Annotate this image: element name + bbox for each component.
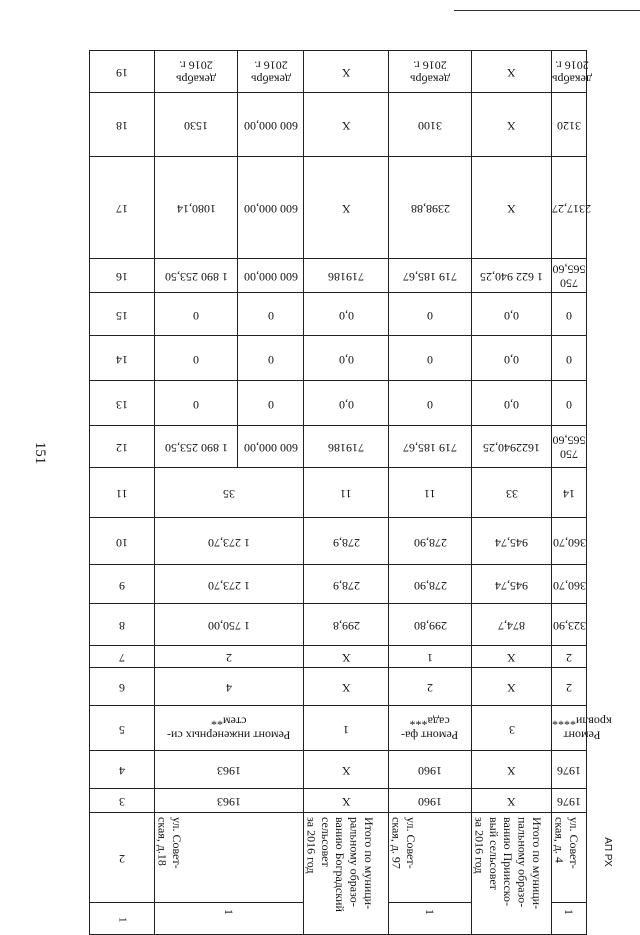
cell: 3120 xyxy=(552,93,587,157)
col-number-8: 8 xyxy=(90,604,155,646)
cell: 11 xyxy=(304,468,389,518)
col-number-3: 3 xyxy=(90,789,155,813)
cell: декабрь 2016 г. xyxy=(389,51,472,93)
col-number-10: 10 xyxy=(90,518,155,565)
cell: 945,74 xyxy=(472,565,552,604)
cell-merged: 2 xyxy=(155,646,304,668)
cell: 1622940,25 xyxy=(472,426,552,468)
cell-merged: 1963 xyxy=(155,789,304,813)
cell: 360,70 xyxy=(552,565,587,604)
cell: 874,7 xyxy=(472,604,552,646)
cell: 0 xyxy=(552,381,587,426)
subtotal-label: Итого по муници- пальному образо- ванию Приисско- вый сельсовет за 2016 год xyxy=(472,813,552,935)
col-number-17: 17 xyxy=(90,157,155,259)
cell-merged: 35 xyxy=(155,468,304,518)
cell: 299,80 xyxy=(389,604,472,646)
cell: 719 185,67 xyxy=(389,426,472,468)
page-number: 151 xyxy=(32,441,48,465)
col-number-1: 1 xyxy=(90,903,155,935)
col-number-19: 19 xyxy=(90,51,155,93)
cell: 0 xyxy=(238,336,304,381)
cell: X xyxy=(304,157,389,259)
cell: 0 xyxy=(389,336,472,381)
row-index: 1 xyxy=(389,903,472,935)
cell: декабрь 2016 г. xyxy=(238,51,304,93)
cell: 600 000,00 xyxy=(238,426,304,468)
cell: X xyxy=(304,93,389,157)
cell: 0,0 xyxy=(472,336,552,381)
cell: 0 xyxy=(155,336,238,381)
cell: Ремонт фа- сада*** xyxy=(389,706,472,751)
cell: 719186 xyxy=(304,426,389,468)
col-number-15: 15 xyxy=(90,293,155,336)
cell: X xyxy=(304,668,389,706)
cell: 0 xyxy=(155,381,238,426)
cell: 323,90 xyxy=(552,604,587,646)
cell: 3100 xyxy=(389,93,472,157)
col-number-18: 18 xyxy=(90,93,155,157)
cell-merged: 1 750,00 xyxy=(155,604,304,646)
cell: X xyxy=(472,646,552,668)
cell-merged: 1 273,70 xyxy=(155,565,304,604)
col-number-4: 4 xyxy=(90,751,155,789)
cell: 0 xyxy=(389,381,472,426)
cell: 0,0 xyxy=(304,293,389,336)
cell: 2 xyxy=(552,668,587,706)
cell: 0,0 xyxy=(304,381,389,426)
cell: 2 xyxy=(552,646,587,668)
cell: 0,0 xyxy=(304,336,389,381)
cell: декабрь 2016 г. xyxy=(552,51,587,93)
col-number-12: 12 xyxy=(90,426,155,468)
col-number-13: 13 xyxy=(90,381,155,426)
cell: 0 xyxy=(238,293,304,336)
cell-merged: 1 273,70 xyxy=(155,518,304,565)
cell: 278,9 xyxy=(304,565,389,604)
cell: 750 565,60 xyxy=(552,259,587,293)
cell: 600 000,00 xyxy=(238,157,304,259)
cell: X xyxy=(304,751,389,789)
cell: 1 622 940,25 xyxy=(472,259,552,293)
col-number-9: 9 xyxy=(90,565,155,604)
cell: 14 xyxy=(552,468,587,518)
cell: 11 xyxy=(389,468,472,518)
cell: 719186 xyxy=(304,259,389,293)
cell: 0 xyxy=(552,293,587,336)
cell: Ремонт кровли**** xyxy=(552,706,587,751)
cell: 1960 xyxy=(389,789,472,813)
cell: 1960 xyxy=(389,751,472,789)
cell-merged: Ремонт инженерных си- стем** xyxy=(155,706,304,751)
cell: 1976 xyxy=(552,751,587,789)
cell: 0,0 xyxy=(472,381,552,426)
top-rule xyxy=(454,10,640,11)
row-index: 1 xyxy=(155,903,304,935)
cell: X xyxy=(472,668,552,706)
cell-merged: 4 xyxy=(155,668,304,706)
col-number-6: 6 xyxy=(90,668,155,706)
cell: X xyxy=(472,789,552,813)
cell: 278,9 xyxy=(304,518,389,565)
cell: 1080,14 xyxy=(155,157,238,259)
cell: 278,90 xyxy=(389,565,472,604)
cell: 600 000,00 xyxy=(238,259,304,293)
cell: X xyxy=(304,646,389,668)
cell: 1 890 253,50 xyxy=(155,426,238,468)
cell: 360,70 xyxy=(552,518,587,565)
cell: 33 xyxy=(472,468,552,518)
cell: X xyxy=(472,51,552,93)
cell: 1 xyxy=(304,706,389,751)
cell: декабрь 2016 г. xyxy=(155,51,238,93)
cell: X xyxy=(304,51,389,93)
cell: 3 xyxy=(472,706,552,751)
address-cell: ул. Совет- ская, д. 4 xyxy=(552,813,587,903)
cell: 2398,88 xyxy=(389,157,472,259)
cell: 945,74 xyxy=(472,518,552,565)
cell: 600 000,00 xyxy=(238,93,304,157)
cell: X xyxy=(304,789,389,813)
subtotal-label: Итого по муници- pальному образо- ванию Боградский сельсовет за 2016 год xyxy=(304,813,389,935)
cell: 299,8 xyxy=(304,604,389,646)
cell: 1976 xyxy=(552,789,587,813)
footer-code: АП РХ xyxy=(602,837,613,867)
cell: 0 xyxy=(155,293,238,336)
cell: 0,0 xyxy=(472,293,552,336)
cell: 2 xyxy=(389,668,472,706)
cell: 2317,27 xyxy=(552,157,587,259)
cell: X xyxy=(472,93,552,157)
cell: 278,90 xyxy=(389,518,472,565)
col-number-16: 16 xyxy=(90,259,155,293)
row-index: 1 xyxy=(552,903,587,935)
cell: 1 xyxy=(389,646,472,668)
address-cell: ул. Совет- ская, д.18 xyxy=(155,813,304,903)
cell: 719 185,67 xyxy=(389,259,472,293)
cell: X xyxy=(472,157,552,259)
cell: X xyxy=(472,751,552,789)
cell: 1 890 253,50 xyxy=(155,259,238,293)
col-number-14: 14 xyxy=(90,336,155,381)
cell-merged: 1963 xyxy=(155,751,304,789)
cell: 0 xyxy=(389,293,472,336)
cell: 750 565,60 xyxy=(552,426,587,468)
address-cell: ул. Совет- ская, д. 97 xyxy=(389,813,472,903)
cell: 1530 xyxy=(155,93,238,157)
col-number-2: 2 xyxy=(90,813,155,903)
col-number-11: 11 xyxy=(90,468,155,518)
col-number-7: 7 xyxy=(90,646,155,668)
cell: 0 xyxy=(552,336,587,381)
cell: 0 xyxy=(238,381,304,426)
col-number-5: 5 xyxy=(90,706,155,751)
